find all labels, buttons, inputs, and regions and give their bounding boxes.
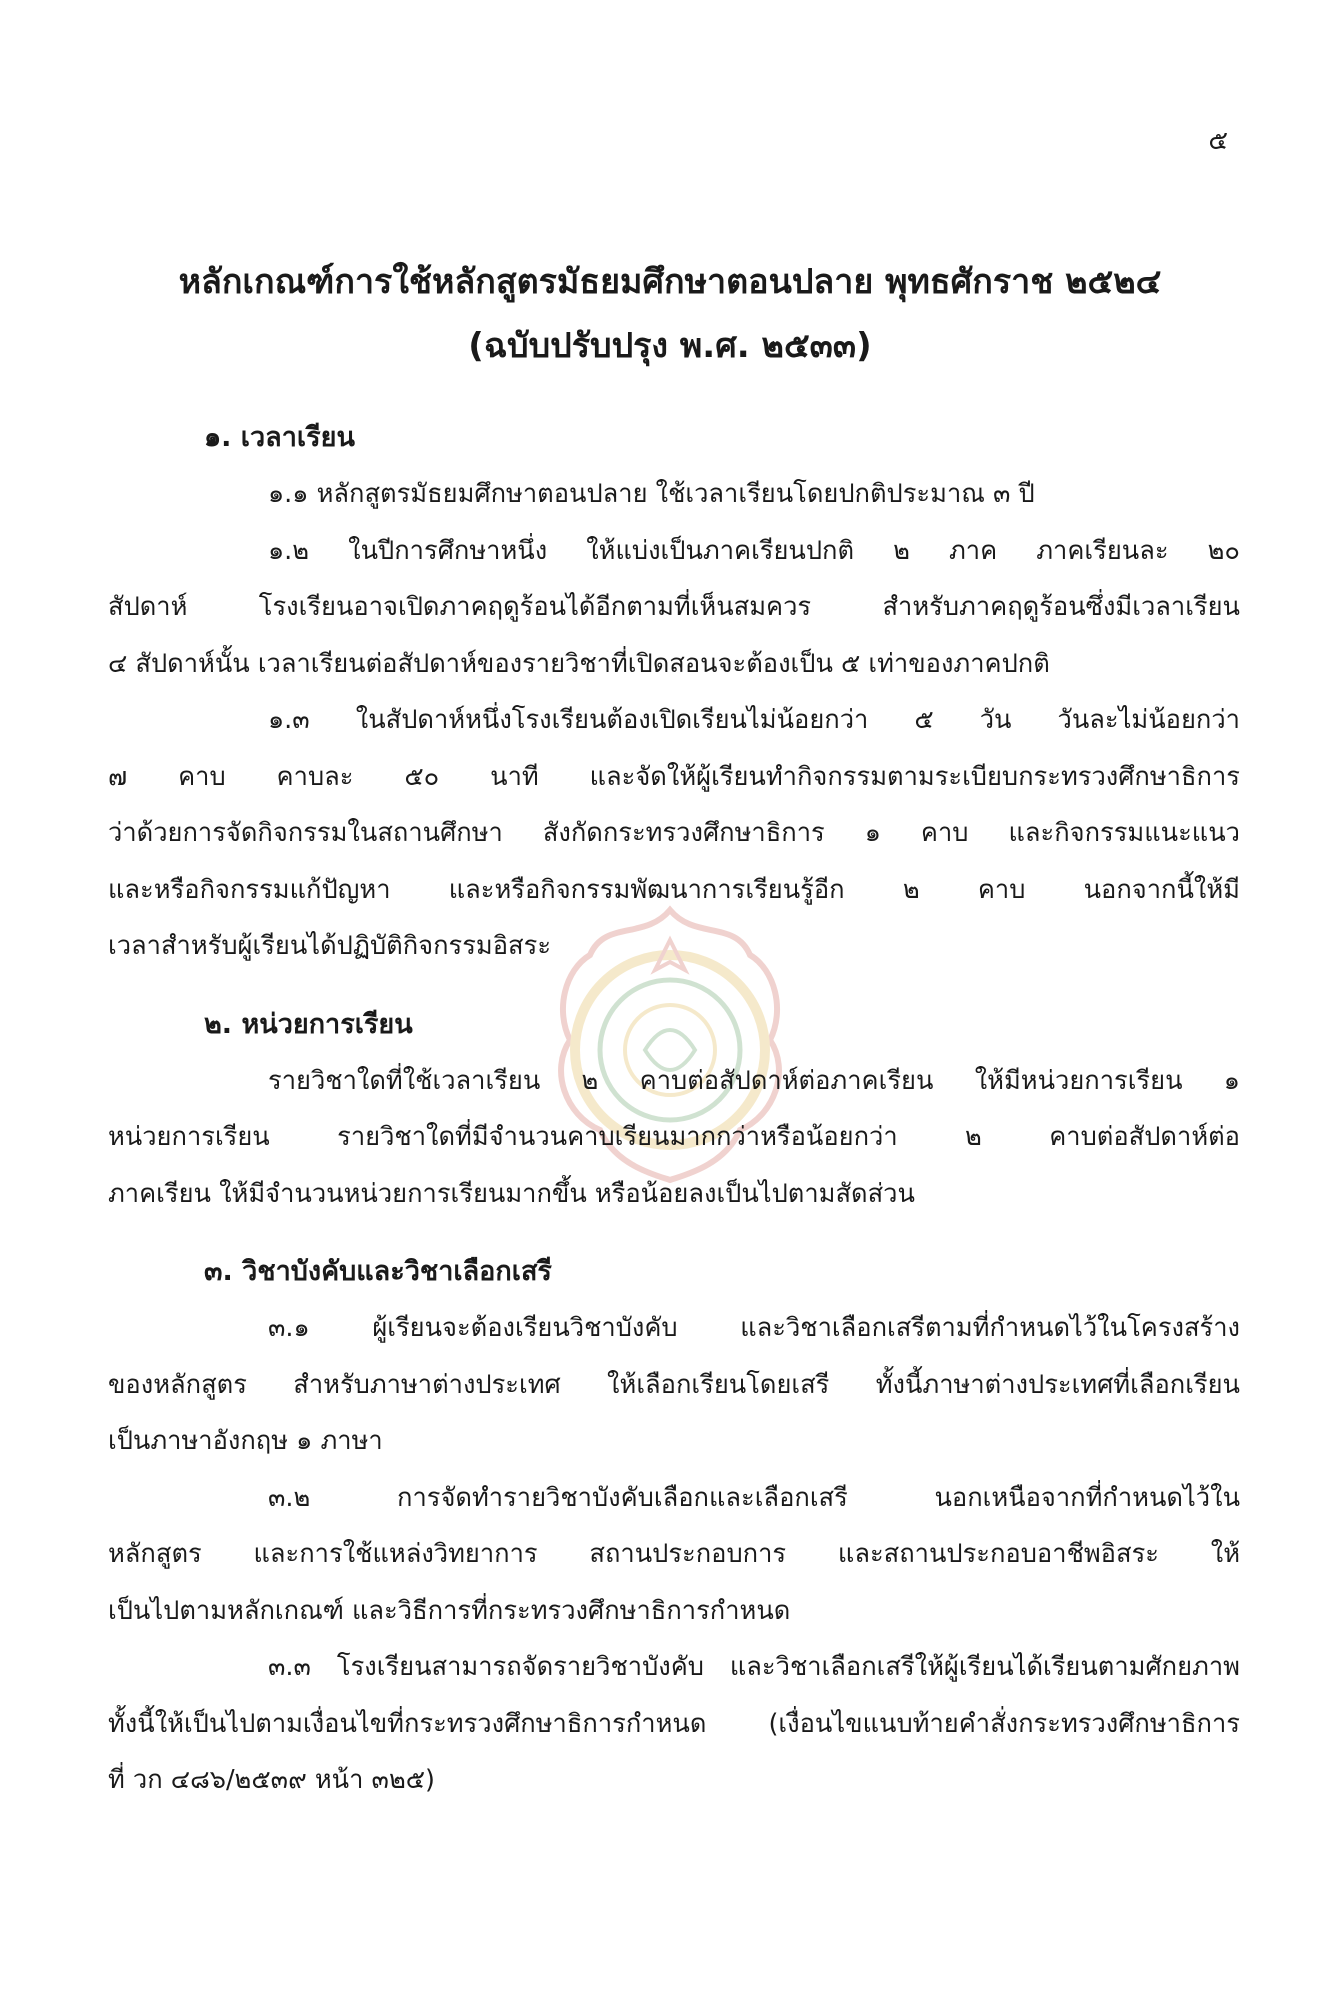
paragraph-line: ๓.๓ โรงเรียนสามารถจัดรายวิชาบังคับ และวิชาเลือกเสรีให้ผู้เรียนได้เรียนตามศักยภาพ xyxy=(268,1652,1240,1682)
section-required-elective xyxy=(108,1244,1240,1809)
document-body xyxy=(108,410,1240,1809)
page-number: ๕ xyxy=(1208,126,1228,156)
paragraph-line: ๑.๓ ในสัปดาห์หนึ่งโรงเรียนต้องเปิดเรียนไม่น้อยกว่า ๕ วัน วันละไม่น้อยกว่า xyxy=(268,705,1240,735)
section-study-time xyxy=(108,410,1240,975)
paragraph-line: ที่ วก ๔๘๖/๒๕๓๙ หน้า ๓๒๕) xyxy=(108,1765,436,1795)
paragraph-line: ว่าด้วยการจัดกิจกรรมในสถานศึกษา สังกัดกระทรวงศึกษาธิการ ๑ คาบ และกิจกรรมแนะแนว xyxy=(108,818,1240,848)
document-title xyxy=(0,250,1340,378)
paragraph-line: ๔ สัปดาห์นั้น เวลาเรียนต่อสัปดาห์ของรายวิชาที่เปิดสอนจะต้องเป็น ๕ เท่าของภาคปกติ xyxy=(108,648,1050,679)
paragraph-line: สัปดาห์ โรงเรียนอาจเปิดภาคฤดูร้อนได้อีกตามที่เห็นสมควร สำหรับภาคฤดูร้อนซึ่งมีเวลาเรียน xyxy=(108,592,1240,622)
paragraph-line: และหรือกิจกรรมแก้ปัญหา และหรือกิจกรรมพัฒนาการเรียนรู้อีก ๒ คาบ นอกจากนี้ให้มี xyxy=(108,874,1240,905)
section-credit-units xyxy=(108,997,1240,1223)
paragraph-line: ๗ คาบ คาบละ ๕๐ นาที และจัดให้ผู้เรียนทำกิจกรรมตามระเบียบกระทรวงศึกษาธิการ xyxy=(108,761,1240,792)
paragraph-line: ของหลักสูตร สำหรับภาษาต่างประเทศ ให้เลือกเรียนโดยเสรี ทั้งนี้ภาษาต่างประเทศที่เลือกเรียน xyxy=(108,1369,1240,1400)
section-heading: ๑. เวลาเรียน xyxy=(204,422,355,453)
paragraph-line: ๓.๒ การจัดทำรายวิชาบังคับเลือกและเลือกเสรี นอกเหนือจากที่กำหนดไว้ใน xyxy=(268,1482,1240,1513)
paragraph-line: หลักสูตร และการใช้แหล่งวิทยาการ สถานประกอบการ และสถานประกอบอาชีพอิสระ ให้ xyxy=(108,1539,1240,1569)
section-heading: ๒. หน่วยการเรียน xyxy=(204,1008,413,1040)
paragraph-line: เป็นไปตามหลักเกณฑ์ และวิธีการที่กระทรวงศึกษาธิการกำหนด xyxy=(108,1595,791,1626)
section-heading: ๓. วิชาบังคับและวิชาเลือกเสรี xyxy=(204,1256,552,1287)
paragraph-line: ทั้งนี้ให้เป็นไปตามเงื่อนไขที่กระทรวงศึกษาธิการกำหนด (เงื่อนไขแนบท้ายคำสั่งกระทรวงศึกษาธิการ xyxy=(108,1708,1240,1739)
paragraph-line: หน่วยการเรียน รายวิชาใดที่มีจำนวนคาบเรียนมากกว่าหรือน้อยกว่า ๒ คาบต่อสัปดาห์ต่อ xyxy=(108,1122,1240,1152)
paragraph-line: ๑.๑ หลักสูตรมัธยมศึกษาตอนปลาย ใช้เวลาเรียนโดยปกติประมาณ ๓ ปี xyxy=(268,479,1035,509)
title-line-2: (ฉบับปรับปรุง พ.ศ. ๒๕๓๓) xyxy=(468,326,872,366)
title-line-1: หลักเกณฑ์การใช้หลักสูตรมัธยมศึกษาตอนปลาย พุทธศักราช ๒๕๒๔ xyxy=(178,262,1162,302)
paragraph-line: รายวิชาใดที่ใช้เวลาเรียน ๒ คาบต่อสัปดาห์ต่อภาคเรียน ให้มีหน่วยการเรียน ๑ xyxy=(268,1065,1240,1096)
paragraph-line: ๑.๒ ในปีการศึกษาหนึ่ง ให้แบ่งเป็นภาคเรียนปกติ ๒ ภาค ภาคเรียนละ ๒๐ xyxy=(268,535,1240,566)
paragraph-line: เป็นภาษาอังกฤษ ๑ ภาษา xyxy=(108,1426,383,1456)
paragraph-line: ภาคเรียน ให้มีจำนวนหน่วยการเรียนมากขึ้น หรือน้อยลงเป็นไปตามสัดส่วน xyxy=(108,1178,915,1209)
paragraph-line: ๓.๑ ผู้เรียนจะต้องเรียนวิชาบังคับ และวิชาเลือกเสรีตามที่กำหนดไว้ในโครงสร้าง xyxy=(268,1313,1240,1343)
paragraph-line: เวลาสำหรับผู้เรียนได้ปฏิบัติกิจกรรมอิสระ xyxy=(108,931,552,961)
